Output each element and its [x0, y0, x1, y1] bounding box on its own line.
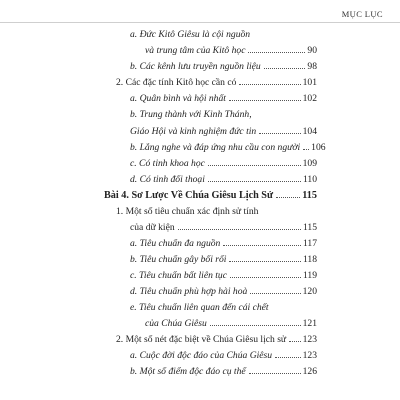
toc-page-number: 109 — [302, 158, 317, 169]
dot-leader — [230, 277, 301, 278]
dot-leader — [276, 197, 300, 198]
toc-entry — [130, 270, 317, 282]
dot-leader — [249, 373, 301, 374]
dot-leader — [208, 181, 301, 182]
toc-entry-text: b. Lắng nghe và đáp ứng nhu cầu con người — [130, 142, 301, 153]
toc-entry — [130, 254, 317, 266]
toc-page-number: 90 — [307, 45, 317, 56]
toc-entry-text: a. Cuộc đời độc đáo của Chúa Giêsu — [130, 350, 273, 361]
toc-page-number: 120 — [302, 286, 317, 297]
toc-entry-text: 2. Các đặc tính Kitô học cần có — [116, 77, 237, 88]
toc-entry-text: của dữ kiện — [130, 222, 175, 233]
toc-page-number: 106 — [311, 142, 326, 153]
toc-entry — [130, 350, 317, 362]
toc-entry-text: b. Tiêu chuẩn gây bối rối — [130, 254, 227, 265]
dot-leader — [275, 357, 301, 358]
toc-entry-text: c. Có tinh khoa học — [130, 158, 205, 169]
toc-entry-text: của Chúa Giêsu — [145, 318, 207, 329]
dot-leader — [210, 325, 301, 326]
toc-page-number: 123 — [302, 350, 317, 361]
toc-page-number: 104 — [302, 126, 317, 137]
dot-leader — [289, 341, 300, 342]
toc-entry-text: Bài 4. Sơ Lược Về Chúa Giêsu Lịch Sử — [104, 190, 274, 201]
toc-page-number: 118 — [302, 254, 317, 265]
toc-page-number: 123 — [302, 334, 317, 345]
toc-entry — [130, 93, 317, 105]
toc-entry-text: b. Một số điểm độc đáo cụ thể — [130, 366, 246, 377]
dot-leader — [229, 261, 300, 262]
toc-entry-text: 1. Một số tiêu chuẩn xác định sử tính — [116, 206, 259, 217]
toc-entry — [116, 77, 317, 89]
toc-entry-text: và trung tâm của Kitô học — [145, 45, 246, 56]
dot-leader — [250, 293, 300, 294]
dot-leader — [178, 229, 301, 230]
toc-page-number: 119 — [302, 270, 317, 281]
toc-entry-text: e. Tiêu chuẩn liên quan đến cái chết — [130, 302, 269, 313]
dot-leader — [259, 133, 300, 134]
toc-entry-text: b. Trung thành với Kinh Thánh, — [130, 109, 252, 120]
toc-entry — [130, 238, 317, 250]
toc-entry-text: 2. Một số nét đặc biệt về Chúa Giêsu lịch sử — [116, 334, 287, 345]
dot-leader — [239, 84, 300, 85]
dot-leader — [208, 165, 301, 166]
toc-entry-text: a. Quân bình và hội nhất — [130, 93, 226, 104]
toc-entry-text: c. Tiêu chuẩn bất liên tục — [130, 270, 227, 281]
toc-entry-text: Giáo Hội và kinh nghiệm đức tin — [130, 126, 257, 137]
dot-leader — [229, 100, 301, 101]
dot-leader — [303, 149, 309, 150]
toc-page-number: 102 — [302, 93, 317, 104]
toc-page-number: 126 — [302, 366, 317, 377]
toc-chapter-entry — [104, 190, 317, 202]
toc-page-number: 115 — [302, 190, 317, 201]
toc-entry — [145, 318, 317, 330]
toc-page-number: 98 — [307, 61, 317, 72]
toc-entry — [130, 366, 317, 378]
toc-entry-text: b. Các kênh lưu truyền nguồn liệu — [130, 61, 261, 72]
toc-entry — [145, 45, 317, 57]
toc-entry-text: a. Tiêu chuẩn đa nguồn — [130, 238, 221, 249]
toc-entry — [130, 158, 317, 170]
toc-entry-text: d. Có tinh đối thoại — [130, 174, 205, 185]
running-header: MỤC LỤC — [341, 9, 383, 19]
toc-entry-text: d. Tiêu chuẩn phù hợp hài hoà — [130, 286, 248, 297]
toc-page-number: 101 — [302, 77, 317, 88]
toc-entry — [116, 334, 317, 346]
toc-page-number: 121 — [302, 318, 317, 329]
toc-page-number: 110 — [302, 174, 317, 185]
dot-leader — [223, 245, 301, 246]
toc-page-number: 115 — [302, 222, 317, 233]
toc-entry — [130, 222, 317, 234]
toc-entry — [130, 286, 317, 298]
toc-entry — [130, 142, 326, 154]
toc-page-number: 117 — [302, 238, 317, 249]
toc-entry — [130, 61, 317, 73]
dot-leader — [264, 68, 306, 69]
toc-entry-text: a. Đức Kitô Giêsu là cội nguồn — [130, 29, 251, 40]
dot-leader — [248, 52, 305, 53]
toc-entry — [130, 174, 317, 186]
toc-entry — [130, 126, 317, 138]
